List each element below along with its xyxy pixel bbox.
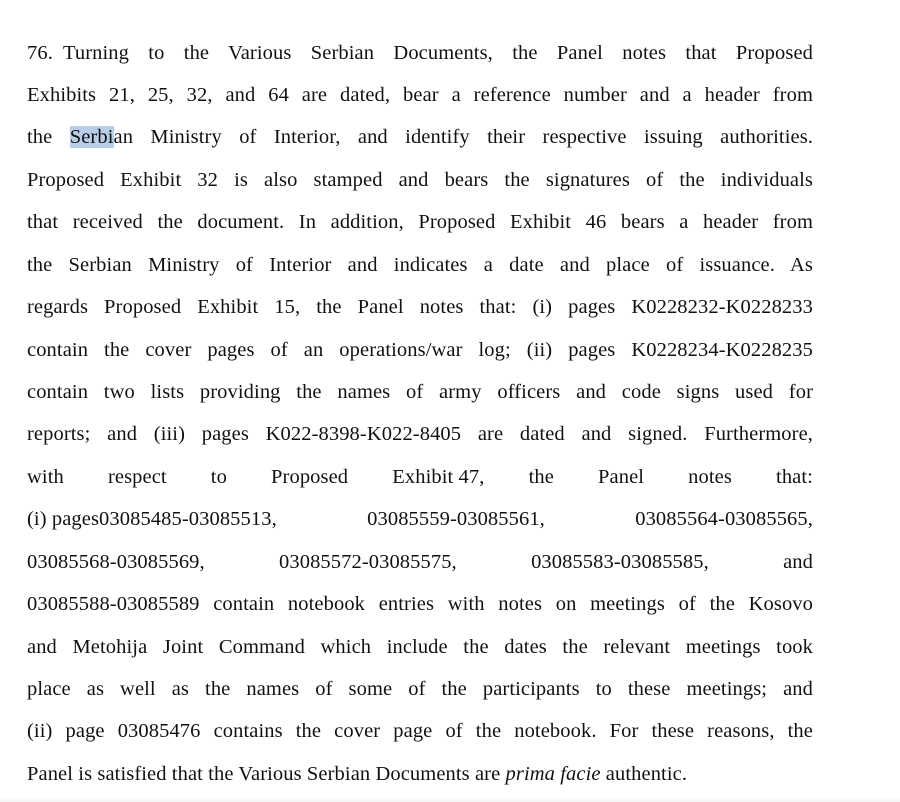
page-bottom-edge [0,797,900,802]
text-line-16: place as well as the names of some of the participants to these meetings; and [27,678,813,700]
page-range: 03085559-03085561, [367,508,545,530]
page-range: 03085564-03085565, [635,508,813,530]
paragraph-number: 76. [27,42,53,64]
page-range: 03085572-03085575, [279,551,457,573]
text-line-6: the Serbian Ministry of Interior and indicates a date and place of issuance. As [27,254,813,276]
word: the [528,466,554,488]
text-line-14: 03085588-03085589 contain notebook entries with notes on meetings of the Kosovo [27,593,813,615]
text-line-12 [27,506,813,532]
text-line-3 [27,124,813,150]
text-line-2: Exhibits 21, 25, 32, and 64 are dated, bear a reference number and a header from [27,84,813,106]
word: that: [776,466,813,488]
line-text: Turning to the Various Serbian Documents, the Panel notes that Proposed [62,42,813,64]
word: Panel [598,466,645,488]
text-line-17: (ii) page 03085476 contains the cover page of the notebook. For these reasons, the [27,720,813,742]
word: and [783,551,813,573]
text-line-5: that received the document. In addition, Proposed Exhibit 46 bears a header from [27,211,813,233]
text-line-9: contain two lists providing the names of army officers and code signs used for [27,381,813,403]
selected-text-highlight[interactable]: Serbi [69,126,114,148]
text-line-10: reports; and (iii) pages K022-8398-K022-8405 are dated and signed. Furthermore, [27,423,813,445]
word: notes [688,466,732,488]
text-line-15: and Metohija Joint Command which include the dates the relevant meetings took [27,636,813,658]
text-line-11 [27,464,813,490]
page-range: (i) pages03085485-03085513, [27,508,277,530]
text-line-18 [27,761,813,787]
text-line-1 [27,40,813,66]
page-range: 03085583-03085585, [531,551,709,573]
line-text: the [27,126,70,148]
line-text: authentic. [600,763,688,785]
line-text: an Ministry of Interior, and identify their respective issuing authorities. [113,126,813,148]
word: respect [107,466,167,488]
italic-term: prima facie [505,763,601,785]
word: Proposed [271,466,349,488]
text-line-8: contain the cover pages of an operations/war log; (ii) pages K0228234-K0228235 [27,339,813,361]
word: with [27,466,64,488]
page-range: 03085568-03085569, [27,551,205,573]
text-line-4: Proposed Exhibit 32 is also stamped and bears the signatures of the individuals [27,169,813,191]
text-line-13 [27,549,813,575]
text-line-7: regards Proposed Exhibit 15, the Panel notes that: (i) pages K0228232-K0228233 [27,296,813,318]
line-text: Panel is satisfied that the Various Serbian Documents are [27,763,506,785]
word: Exhibit 47, [392,466,485,488]
word: to [210,466,227,488]
